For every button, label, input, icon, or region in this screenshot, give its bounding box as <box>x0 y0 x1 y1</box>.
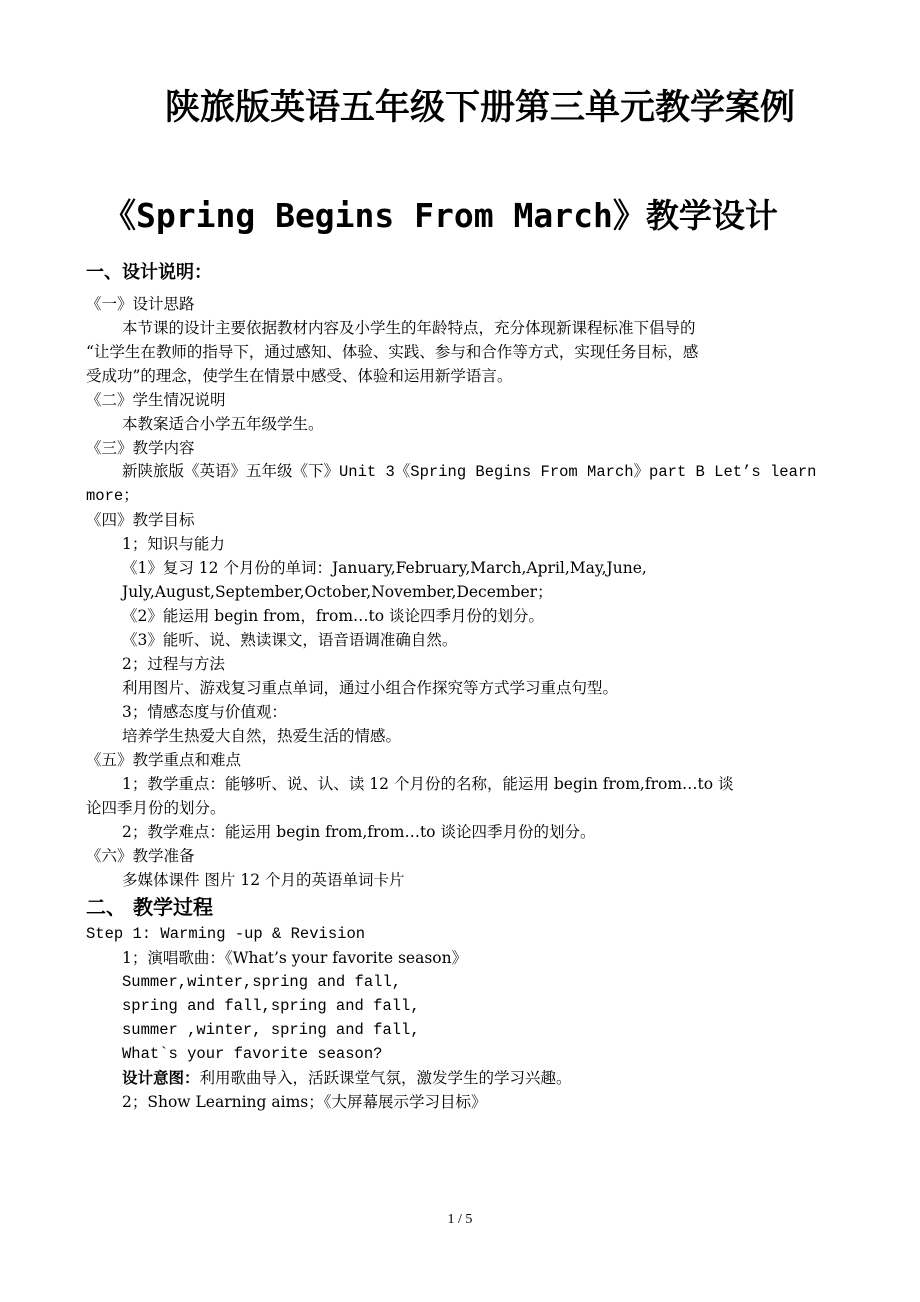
goal-line: 《1》复习 12 个月份的单词：January,February,March,April,May,June, <box>122 559 647 577</box>
document-title: 陕旅版英语五年级下册第三单元教学案例 <box>165 88 796 128</box>
page-number: 1 / 5 <box>447 1212 473 1227</box>
step-heading: Step 1: Warming -up & Revision <box>86 925 366 943</box>
song-line: Summer,winter,spring and fall, <box>122 973 402 991</box>
paragraph-line: 本节课的设计主要依据教材内容及小学生的年龄特点，充分体现新课程标准下倡导的 <box>122 319 696 337</box>
paragraph-line: 本教案适合小学五年级学生。 <box>122 415 324 433</box>
subheading-preparation: 《六》教学准备 <box>86 847 195 865</box>
subheading-focus: 《五》教学重点和难点 <box>86 751 242 769</box>
paragraph-line: 1；教学重点：能够听、说、认、读 12 个月份的名称，能运用 begin from,from…to 谈 <box>122 775 734 793</box>
song-line: spring and fall,spring and fall, <box>122 997 420 1015</box>
subheading-design-idea: 《一》设计思路 <box>86 295 195 313</box>
paragraph-line: 新陕旅版《英语》五年级《下》Unit 3《Spring Begins From March》part B Let’s learn <box>122 463 817 481</box>
design-intent <box>122 1068 572 1088</box>
song-line: summer ,winter, spring and fall, <box>122 1021 420 1039</box>
goal-line: 利用图片、游戏复习重点单词，通过小组合作探究等方式学习重点句型。 <box>122 679 619 697</box>
paragraph-line: 2；教学难点：能运用 begin from,from…to 谈论四季月份的划分。 <box>122 823 596 841</box>
step-item: 1；演唱歌曲：《What’s your favorite season》 <box>122 949 468 967</box>
goal-item: 2；过程与方法 <box>122 655 225 673</box>
subheading-content: 《三》教学内容 <box>86 439 195 457</box>
document-subtitle: 《Spring Begins From March》教学设计 <box>103 196 778 235</box>
goal-line: 培养学生热爱大自然，热爱生活的情感。 <box>122 727 402 745</box>
section-heading-process: 二、 教学过程 <box>86 895 213 919</box>
design-intent-label: 设计意图： <box>122 1069 200 1087</box>
step-item: 2；Show Learning aims；《大屏幕展示学习目标》 <box>122 1093 487 1111</box>
subheading-students: 《二》学生情况说明 <box>86 391 226 409</box>
goal-line: July,August,September,October,November,December； <box>122 583 553 601</box>
subheading-goals: 《四》教学目标 <box>86 511 195 529</box>
section-heading-design: 一、设计说明： <box>86 262 212 283</box>
paragraph-line: 受成功”的理念，使学生在情景中感受、体验和运用新学语言。 <box>86 367 513 385</box>
design-intent-text: 利用歌曲导入，活跃课堂气氛，激发学生的学习兴趣。 <box>199 1069 572 1087</box>
goal-item: 3；情感态度与价值观： <box>122 703 287 721</box>
paragraph-line: 论四季月份的划分。 <box>86 799 226 817</box>
goal-item: 1；知识与能力 <box>122 535 225 553</box>
paragraph-line: 多媒体课件 图片 12 个月的英语单词卡片 <box>122 871 405 889</box>
paragraph-line: more； <box>86 487 139 505</box>
goal-line: 《3》能听、说、熟读课文，语音语调准确自然。 <box>122 631 458 649</box>
paragraph-line: “让学生在教师的指导下，通过感知、体验、实践、参与和合作等方式，实现任务目标，感 <box>86 343 699 361</box>
song-line: What`s your favorite season? <box>122 1045 383 1063</box>
goal-line: 《2》能运用 begin from，from…to 谈论四季月份的划分。 <box>122 607 545 625</box>
